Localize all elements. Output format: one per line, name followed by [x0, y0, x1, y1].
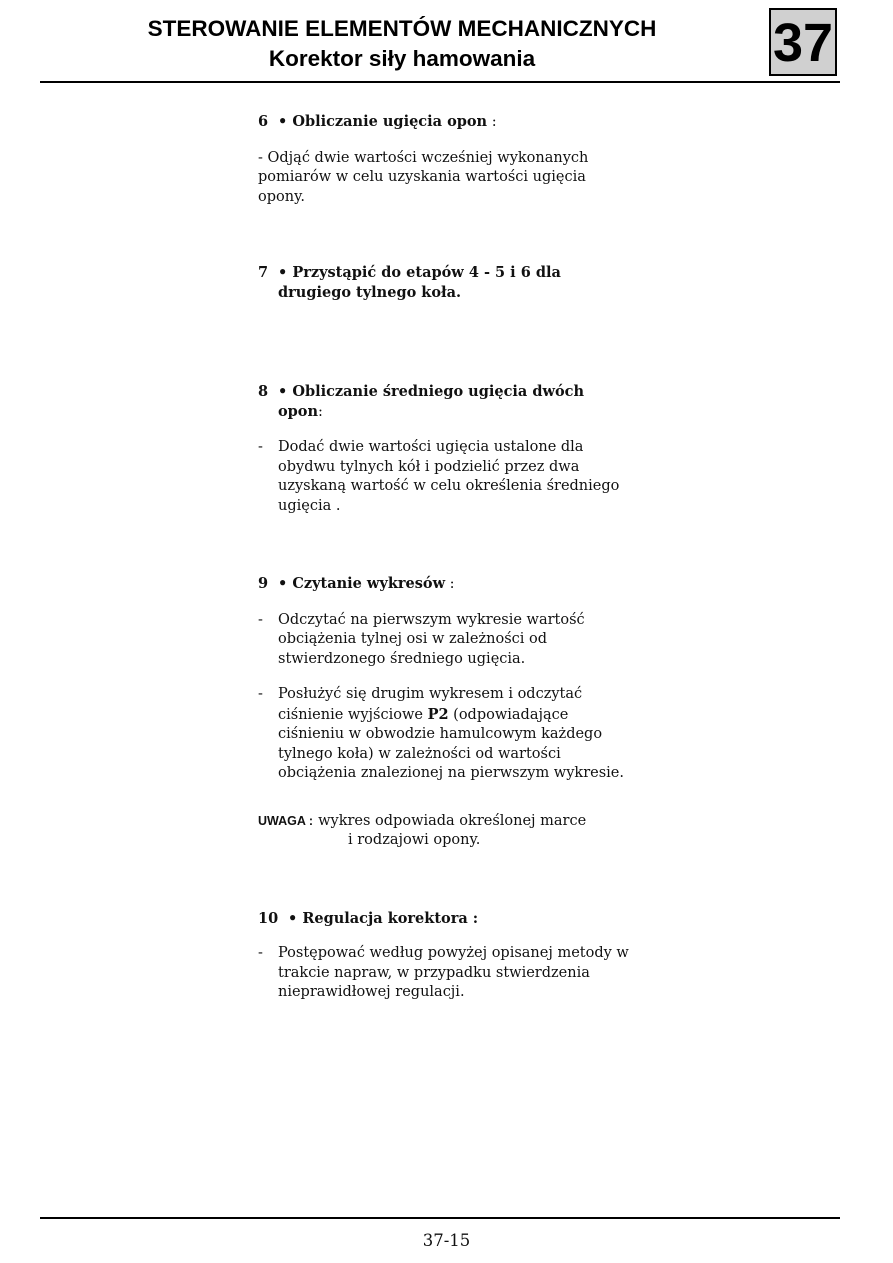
section-title-suffix: : [445, 576, 455, 592]
chapter-number-badge: 37 [769, 8, 837, 76]
section-title: • Obliczanie ugięcia opon [278, 113, 488, 130]
list-item [258, 685, 630, 784]
section-heading [258, 382, 630, 422]
section-number: 6 [258, 113, 269, 130]
section-heading [258, 263, 630, 302]
section-number: 8 [258, 383, 269, 400]
list-dash: - [258, 945, 263, 961]
section-10 [258, 909, 630, 1003]
list-item-text: Dodać dwie wartości ugięcia ustalone dla obydwu tylnych kół i podzielić przez dwa uzyskaną wartość w celu określenia średniego ugięcia . [278, 439, 620, 514]
section-8 [258, 382, 630, 516]
note-text-line2: i rodzajowi opony. [348, 832, 481, 848]
section-title: • Obliczanie średniego ugięcia dwóch opon [278, 383, 585, 420]
section-paragraph: - Odjąć dwie wartości wcześniej wykonanych pomiarów w celu uzyskania wartości ugięcia opony. [258, 149, 589, 205]
page-title [40, 14, 764, 74]
section-title: • Czytanie wykresów [278, 575, 446, 592]
list-item-text: Posłużyć się drugim wykresem i odczytać ciśnienie wyjściowe P2 (odpowiadające ciśnieniu w obwodzie hamulcowym każdego tylnego koła) w zależności od wartości obciążenia znalezionej na pierwszym wykresie. [278, 686, 624, 781]
section-title-suffix: : [487, 114, 497, 130]
pressure-label: P2 [427, 705, 449, 723]
page-number: 37-15 [422, 1231, 471, 1250]
section-title: • Przystąpić do etapów 4 - 5 i 6 dla drugiego tylnego koła. [278, 264, 561, 301]
list-dash: - [258, 611, 263, 628]
page-title-line1: STEROWANIE ELEMENTÓW MECHANICZNYCH [147, 16, 657, 41]
list-item [258, 438, 630, 516]
list-item [258, 944, 630, 1003]
list-item [258, 611, 630, 670]
list-item-text: Postępować według powyżej opisanej metody w trakcie napraw, w przypadku stwierdzenia nieprawidłowej regulacji. [278, 945, 629, 1000]
section-heading [258, 112, 630, 133]
section-6 [258, 112, 630, 207]
section-number: 7 [258, 264, 269, 281]
header-divider [40, 81, 840, 83]
note-text-line1: wykres odpowiada określonej marce [318, 812, 587, 829]
section-number: 10 [258, 909, 279, 927]
section-heading [258, 574, 630, 595]
list-dash: - [258, 686, 263, 702]
note-label: UWAGA : [258, 813, 314, 828]
section-number: 9 [258, 575, 269, 592]
section-7 [258, 263, 630, 302]
section-9 [258, 574, 630, 784]
list-item-text: Odczytać na pierwszym wykresie wartość obciążenia tylnej osi w zależności od stwierdzonego średniego ugięcia. [278, 611, 585, 667]
section-title-suffix: : [318, 403, 323, 420]
footer-divider [40, 1217, 840, 1219]
note-block [258, 812, 630, 832]
section-heading [258, 909, 630, 929]
list-dash: - [258, 439, 263, 455]
page-title-line2: Korektor siły hamowania [268, 46, 536, 71]
section-title: • Regulacja korektora : [288, 909, 479, 927]
main-content [258, 112, 630, 1003]
